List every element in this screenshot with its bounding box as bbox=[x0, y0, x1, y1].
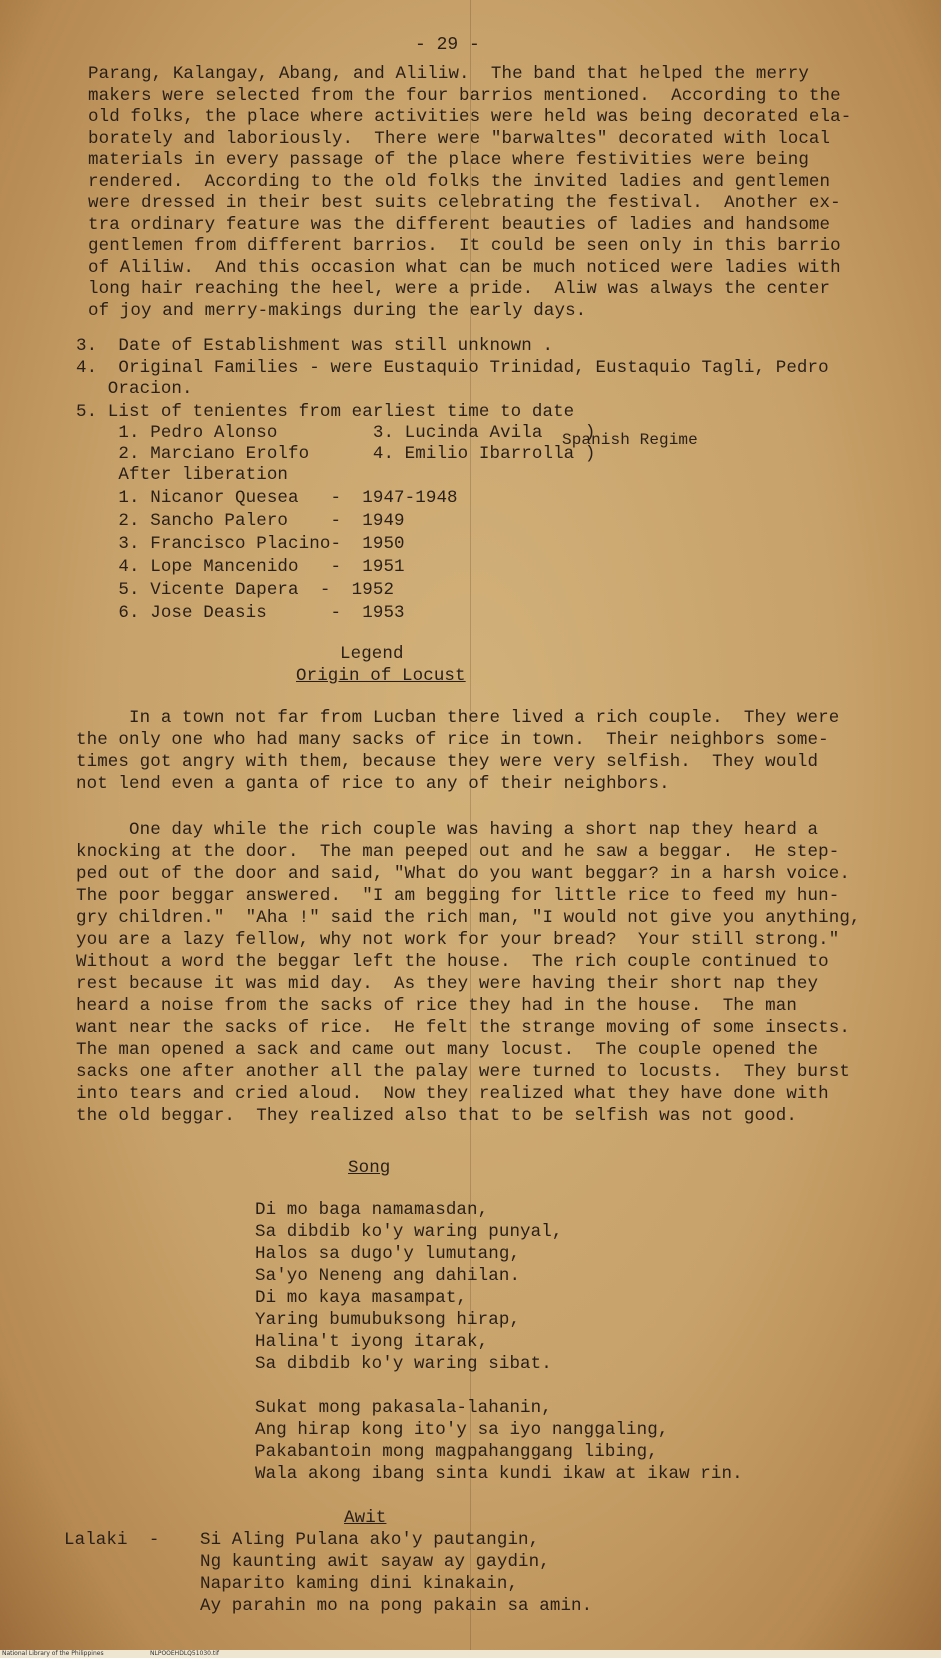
story-line: you are a lazy fellow, why not work for your bread? Your still strong." bbox=[76, 930, 840, 950]
song-title: Song bbox=[348, 1158, 391, 1178]
intro-line: old folks, the place where activities were held was being decorated ela- bbox=[88, 107, 852, 127]
story-line: The poor beggar answered. "I am begging for little rice to feed my hun- bbox=[76, 886, 840, 906]
spanish-regime-row: 2. Marciano Erolfo 4. Emilio Ibarrolla ) bbox=[76, 444, 596, 464]
item-original-families: 4. Original Families - were Eustaquio Trinidad, Eustaquio Tagli, Pedro bbox=[76, 358, 829, 378]
song-line: Yaring bumubuksong hirap, bbox=[255, 1310, 521, 1330]
legend-title: Origin of Locust bbox=[296, 666, 466, 686]
song-line: Sa'yo Neneng ang dahilan. bbox=[255, 1266, 521, 1286]
intro-line: gentlemen from different barrios. It could be seen only in this barrio bbox=[88, 236, 841, 256]
teniente-row: 4. Lope Mancenido - 1951 bbox=[76, 557, 405, 577]
intro-line: Parang, Kalangay, Abang, and Aliliw. The band that helped the merry bbox=[88, 64, 809, 84]
song-line: Di mo baga namamasdan, bbox=[255, 1200, 489, 1220]
legend-label: Legend bbox=[340, 644, 404, 664]
story-line: want near the sacks of rice. He felt the strange moving of some insects. bbox=[76, 1018, 850, 1038]
story-line: heard a noise from the sacks of rice they had in the house. The man bbox=[76, 996, 797, 1016]
awit-line: Si Aling Pulana ako'y pautangin, bbox=[200, 1530, 540, 1550]
story-line: In a town not far from Lucban there lived a rich couple. They were bbox=[76, 708, 840, 728]
intro-line: long hair reaching the heel, were a pride. Aliw was always the center bbox=[88, 279, 831, 299]
story-line: the only one who had many sacks of rice in town. Their neighbors some- bbox=[76, 730, 829, 750]
story-line: sacks one after another all the palay were turned to locusts. They burst bbox=[76, 1062, 850, 1082]
song-line: Halos sa dugo'y lumutang, bbox=[255, 1244, 521, 1264]
story-line: gry children." "Aha !" said the rich man, "I would not give you anything, bbox=[76, 908, 861, 928]
teniente-row: 5. Vicente Dapera - 1952 bbox=[76, 580, 395, 600]
intro-line: of joy and merry-makings during the early days. bbox=[88, 301, 587, 321]
song-line: Pakabantoin mong magpahanggang libing, bbox=[255, 1442, 658, 1462]
item-tenientes-heading: 5. List of tenientes from earliest time to date bbox=[76, 402, 575, 422]
intro-line: tra ordinary feature was the different beauties of ladies and handsome bbox=[88, 215, 831, 235]
awit-line: Ay parahin mo na pong pakain sa amin. bbox=[200, 1596, 593, 1616]
spanish-regime-row: 1. Pedro Alonso 3. Lucinda Avila ) bbox=[76, 423, 596, 443]
story-line: the old beggar. They realized also that to be selfish was not good. bbox=[76, 1106, 797, 1126]
intro-line: of Aliliw. And this occasion what can be much noticed were ladies with bbox=[88, 258, 841, 278]
item-original-families-cont: Oracion. bbox=[76, 379, 193, 399]
teniente-row: 2. Sancho Palero - 1949 bbox=[76, 511, 405, 531]
song-line: Halina't iyong itarak, bbox=[255, 1332, 489, 1352]
after-liberation-heading: After liberation bbox=[76, 465, 289, 485]
spanish-regime-label: Spanish Regime bbox=[562, 431, 698, 449]
awit-title: Awit bbox=[344, 1508, 387, 1528]
song-line: Sukat mong pakasala-lahanin, bbox=[255, 1398, 552, 1418]
story-line: into tears and cried aloud. Now they realized what they have done with bbox=[76, 1084, 829, 1104]
story-line: Without a word the beggar left the house. The rich couple continued to bbox=[76, 952, 829, 972]
awit-line: Naparito kaming dini kinakain, bbox=[200, 1574, 519, 1594]
teniente-row: 3. Francisco Placino- 1950 bbox=[76, 534, 405, 554]
song-line: Ang hirap kong ito'y sa iyo nanggaling, bbox=[255, 1420, 669, 1440]
teniente-row: 6. Jose Deasis - 1953 bbox=[76, 603, 405, 623]
intro-line: makers were selected from the four barrios mentioned. According to the bbox=[88, 86, 841, 106]
page-number: - 29 - bbox=[415, 35, 480, 55]
awit-line: Ng kaunting awit sayaw ay gaydin, bbox=[200, 1552, 550, 1572]
story-line: The man opened a sack and came out many locust. The couple opened the bbox=[76, 1040, 819, 1060]
intro-line: borately and laboriously. There were "barwaltes" decorated with local bbox=[88, 129, 831, 149]
awit-speaker: Lalaki - bbox=[64, 1530, 160, 1550]
intro-line: were dressed in their best suits celebrating the festival. Another ex- bbox=[88, 193, 841, 213]
item-date-of-establishment: 3. Date of Establishment was still unknown . bbox=[76, 336, 554, 356]
song-line: Sa dibdib ko'y waring sibat. bbox=[255, 1354, 552, 1374]
story-line: ped out of the door and said, "What do you want beggar? in a harsh voice. bbox=[76, 864, 850, 884]
song-line: Di mo kaya masampat, bbox=[255, 1288, 468, 1308]
footer-library-label: National Library of the Philippines bbox=[2, 1650, 104, 1657]
story-line: knocking at the door. The man peeped out and he saw a beggar. He step- bbox=[76, 842, 840, 862]
story-line: One day while the rich couple was having a short nap they heard a bbox=[76, 820, 819, 840]
story-line: times got angry with them, because they were very selfish. They would bbox=[76, 752, 819, 772]
song-line: Sa dibdib ko'y waring punyal, bbox=[255, 1222, 563, 1242]
story-line: rest because it was mid day. As they were having their short nap they bbox=[76, 974, 819, 994]
footer-filename: NLPOOEHDLQ51030.tif bbox=[150, 1650, 220, 1657]
song-line: Wala akong ibang sinta kundi ikaw at ikaw rin. bbox=[255, 1464, 743, 1484]
intro-line: materials in every passage of the place where festivities were being bbox=[88, 150, 809, 170]
scan-footer bbox=[0, 1650, 941, 1658]
intro-line: rendered. According to the old folks the invited ladies and gentlemen bbox=[88, 172, 831, 192]
story-line: not lend even a ganta of rice to any of their neighbors. bbox=[76, 774, 670, 794]
teniente-row: 1. Nicanor Quesea - 1947-1948 bbox=[76, 488, 458, 508]
